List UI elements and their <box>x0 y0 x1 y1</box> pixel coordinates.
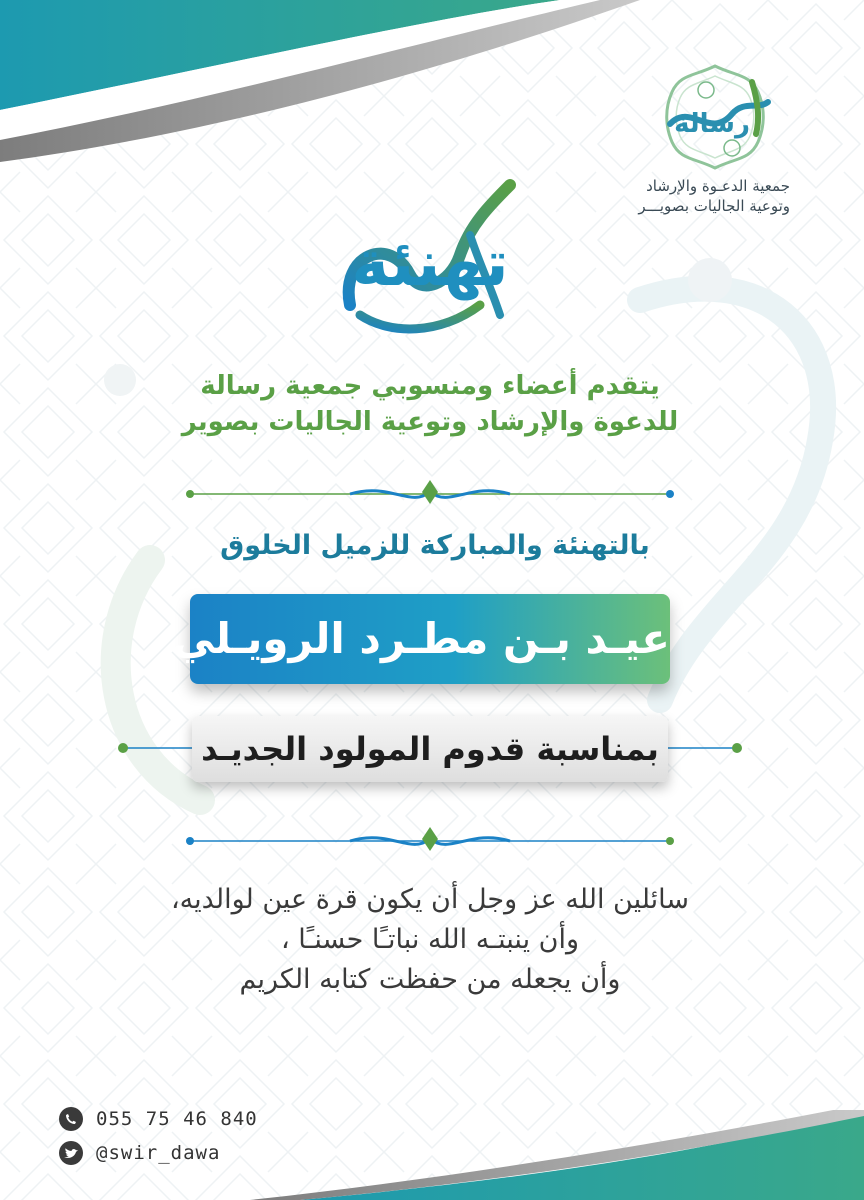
phone-number: 055 75 46 840 <box>96 1108 258 1130</box>
contact-phone <box>58 1106 298 1134</box>
intro-line2: للدعوة والإرشاد وتوعية الجاليات بصوير <box>181 407 679 437</box>
prayer-text <box>120 880 740 1000</box>
ornamental-divider-bottom <box>180 825 680 855</box>
organization-name-line1: جمعية الدعـوة والإرشاد <box>646 177 790 195</box>
organization-name-line2: وتوعية الجاليات بصويـــر <box>638 197 790 215</box>
ornamental-divider-top <box>180 478 680 508</box>
congrats-text: بالتهنئة والمباركة للزميل الخلوق <box>220 530 650 561</box>
organization-name <box>560 176 790 216</box>
whatsapp-icon <box>58 1106 84 1132</box>
headline-calligraphy <box>320 165 530 355</box>
occasion-text: بمناسبة قدوم المولود الجديـد <box>201 730 659 768</box>
contact-twitter <box>58 1140 298 1168</box>
headline-text: تهنئة <box>351 227 509 301</box>
intro-line1: يتقدم أعضاء ومنسوبي جمعية رسالة <box>200 371 660 401</box>
prayer-line2: وأن ينبتـه الله نباتـًا حسنـًا ، <box>280 924 580 955</box>
occasion-box <box>192 716 668 782</box>
twitter-handle: @swir_dawa <box>96 1142 221 1164</box>
honoree-name: عيـد بـن مطـرد الرويـلي <box>172 614 670 663</box>
twitter-icon <box>58 1140 84 1166</box>
intro-text <box>120 368 740 440</box>
honoree-name-box <box>172 594 670 684</box>
logo-word: رسالة <box>674 109 750 139</box>
prayer-line1: سائلين الله عز وجل أن يكون قرة عين لوالديه، <box>170 884 690 915</box>
organization-logo <box>640 62 790 172</box>
prayer-line3: وأن يجعله من حفظت كتابه الكريم <box>239 964 621 995</box>
